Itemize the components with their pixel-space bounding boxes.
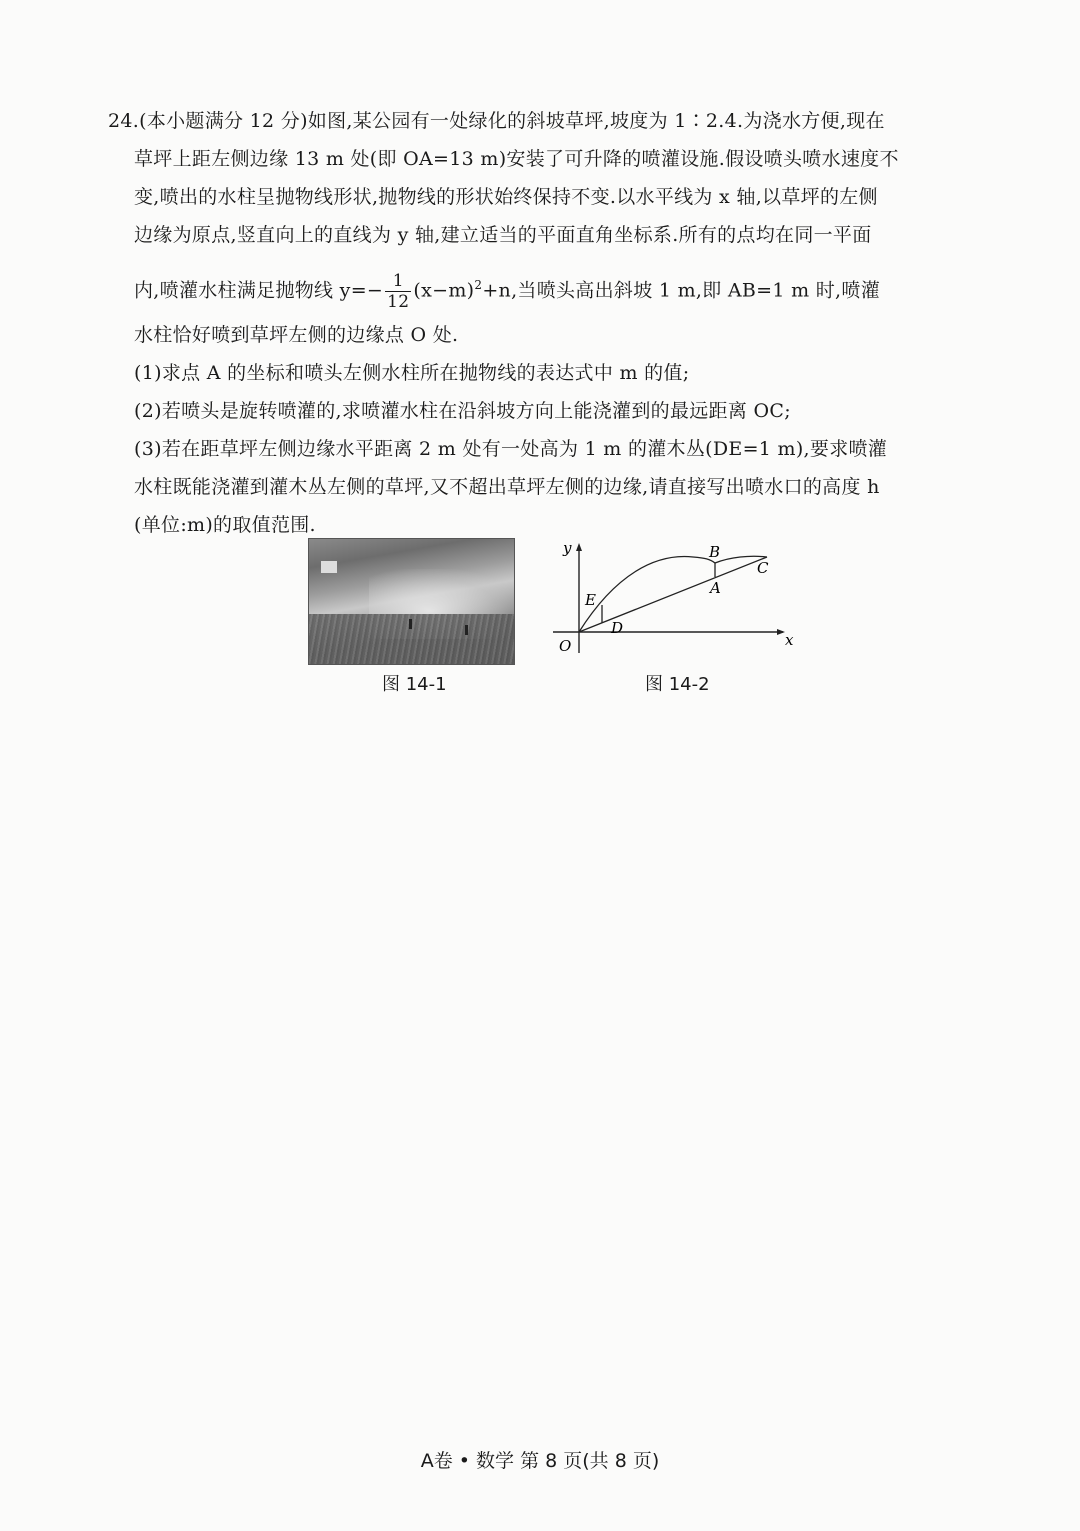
- label-B: B: [709, 543, 721, 561]
- fraction-numerator: 1: [385, 271, 411, 292]
- problem-line-4: 边缘为原点,竖直向上的直线为 y 轴,建立适当的平面直角坐标系.所有的点均在同一平面: [134, 224, 872, 246]
- formula-body: (x−m): [413, 279, 475, 302]
- question-3-line-3: (单位:m)的取值范围.: [134, 514, 316, 536]
- question-1: (1)求点 A 的坐标和喷头左侧水柱所在抛物线的表达式中 m 的值;: [134, 362, 690, 384]
- sprinkler-head-icon: [409, 619, 412, 629]
- photo-tag: [321, 561, 337, 573]
- figures-row: [0, 535, 1080, 705]
- y-axis-arrow: [576, 543, 582, 551]
- problem-24: [108, 102, 978, 544]
- figure-caption-1: 图 14-1: [382, 674, 447, 695]
- label-E: E: [585, 591, 596, 609]
- question-3-line-2: 水柱既能浇灌到灌木丛左侧的草坪,又不超出草坪左侧的边缘,请直接写出喷水口的高度 h: [134, 476, 880, 498]
- question-3-line-1: (3)若在距草坪左侧边缘水平距离 2 m 处有一处高为 1 m 的灌木丛(DE=1 m),要求喷灌: [134, 438, 888, 460]
- page-footer: A卷 • 数学 第 8 页(共 8 页): [420, 1450, 660, 1472]
- fraction: [385, 271, 411, 312]
- coordinate-diagram: [545, 535, 805, 660]
- x-axis-arrow: [777, 629, 785, 635]
- problem-line-5-formula: [108, 254, 978, 316]
- figure-caption-2: 图 14-2: [645, 674, 710, 695]
- formula-prefix: 内,喷灌水柱满足抛物线 y=−: [134, 279, 384, 302]
- label-D: D: [611, 619, 624, 637]
- label-C: C: [757, 559, 769, 577]
- sprinkler-photo: [308, 538, 515, 665]
- problem-header-line: 24.(本小题满分 12 分)如图,某公园有一处绿化的斜坡草坪,坡度为 1∶2.4.为浇水方便,现在: [108, 110, 885, 132]
- label-A: A: [710, 579, 721, 597]
- question-2: (2)若喷头是旋转喷灌的,求喷灌水柱在沿斜坡方向上能浇灌到的最远距离 OC;: [134, 400, 791, 422]
- formula-exponent: 2: [474, 278, 483, 292]
- fraction-denominator: 12: [387, 291, 410, 312]
- label-O: O: [559, 637, 572, 655]
- problem-line-2: 草坪上距左侧边缘 13 m 处(即 OA=13 m)安装了可升降的喷灌设施.假设喷头喷水速度不: [134, 148, 899, 170]
- sprinkler-head-icon: [465, 625, 468, 635]
- problem-line-3: 变,喷出的水柱呈抛物线形状,抛物线的形状始终保持不变.以水平线为 x 轴,以草坪的左侧: [134, 186, 878, 208]
- formula-tail: +n,当喷头高出斜坡 1 m,即 AB=1 m 时,喷灌: [482, 279, 880, 302]
- problem-line-6: 水柱恰好喷到草坪左侧的边缘点 O 处.: [134, 324, 459, 346]
- label-y: y: [563, 539, 572, 557]
- label-x: x: [785, 631, 794, 649]
